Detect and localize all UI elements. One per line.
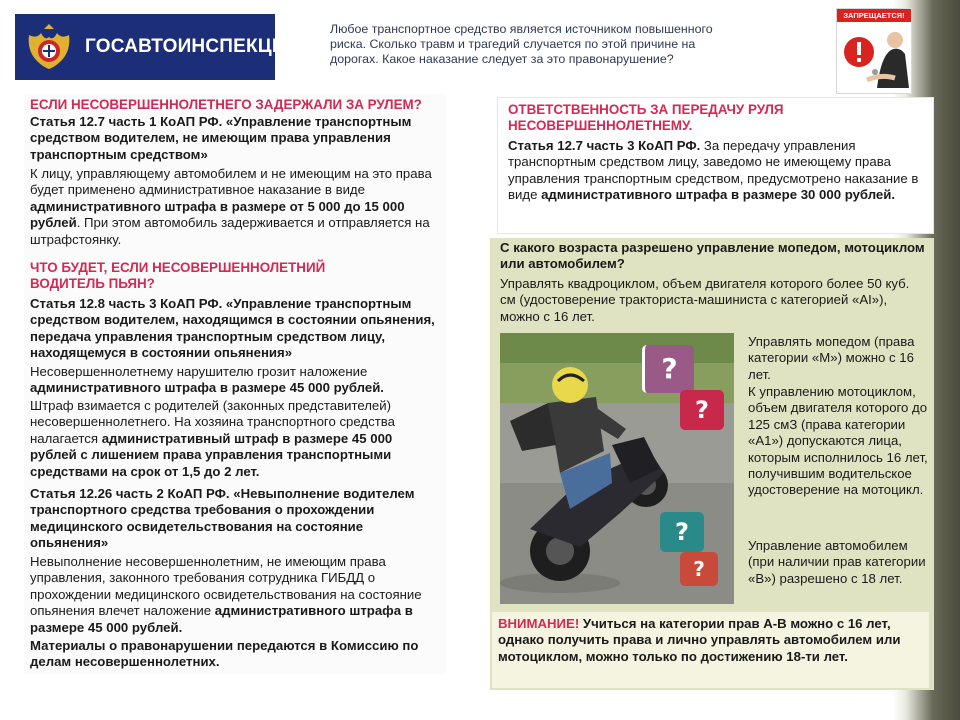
warning-label: ВНИМАНИЕ! — [498, 616, 580, 631]
heading-drunk-minor: ЧТО БУДЕТ, ЕСЛИ НЕСОВЕРШЕННОЛЕТНИЙ ВОДИТЕЛЬ ПЬЯН? — [30, 260, 326, 291]
question-bubble-teal-icon: ? — [660, 512, 704, 552]
left-panel — [24, 94, 446, 674]
logo-title: ГОСАВТОИНСПЕКЦИЯ — [85, 36, 300, 57]
question-bubble-orange-icon: ? — [680, 552, 718, 586]
article-12-7-1: Статья 12.7 часть 1 КоАП РФ. «Управление транспортным средством водителем, не имеющим права управления транспортным средством» — [30, 114, 412, 162]
article-12-8-3: Статья 12.8 часть 3 КоАП РФ. «Управление транспортным средством водителем, находящимся в состоянии опьянения, передача управления транспортным средством лицу, находящемуся в состоянии опьянения» — [30, 296, 435, 361]
forbidden-illustration — [836, 8, 912, 94]
question-bubble-purple-icon: ? — [642, 345, 694, 393]
paragraph-moped: Управлять мопедом (права категории «М») можно с 16 лет. — [748, 334, 915, 382]
paragraph-fine-5000: К лицу, управляющему автомобилем и не имеющим на это права будет применено административное наказание в виде административного штрафа в размере от 5 000 до 15 000 рублей. При этом автомобиль задерживается и отправляется на штрафстоянку. — [30, 166, 432, 247]
paragraph-commission: Материалы о правонарушении передаются в Комиссию по делам несовершеннолетних. — [30, 638, 419, 670]
warning-text: ВНИМАНИЕ! Учиться на категории прав А-В можно с 16 лет, однако получить права и лично управлять автомобилем или мотоциклом, можно только по достижению 18-ти лет. — [498, 616, 901, 664]
article-12-26-2: Статья 12.26 часть 2 КоАП РФ. «Невыполнение водителем транспортного средства требования о прохождении медицинского освидетельствования на состояние опьянения» — [30, 486, 415, 551]
question-bubble-red-icon: ? — [680, 390, 724, 430]
eagle-emblem-icon — [23, 21, 75, 73]
warning-panel — [492, 612, 929, 688]
paragraph-refusal-fine: Невыполнение несовершеннолетним, не имеющим права управления, законного требования сотрудника ГИБДД о прохождении медицинского освидетельствования на состояние опьянения влечет наложение административного штрафа в размере 45 000 рублей. — [30, 554, 422, 635]
child-with-keys-icon — [837, 22, 913, 94]
heading-detained-minor: ЕСЛИ НЕСОВЕРШЕННОЛЕТНЕГО ЗАДЕРЖАЛИ ЗА РУЛЕМ? — [30, 97, 422, 112]
responsibility-panel — [497, 97, 934, 234]
forbidden-label: ЗАПРЕЩАЕТСЯ! — [837, 9, 911, 22]
heading-age-question: С какого возраста разрешено управление мопедом, мотоциклом или автомобилем? — [500, 240, 925, 272]
paragraph-quadricycle: Управлять квадроциклом, объем двигателя которого более 50 куб. см (удостоверение тракториста-машиниста с категорией «AI»), можно с 16 лет. — [500, 276, 910, 324]
paragraph-owner-fine: Штраф взимается с родителей (законных представителей) несовершеннолетнего. На хозяина транспортного средства налагается административный штраф в размере 45 000 рублей с лишением права управления транспортными средствами на срок от 1,5 до 2 лет. — [30, 398, 395, 479]
paragraph-transfer-fine: Статья 12.7 часть 3 КоАП РФ. За передачу управления транспортным средством лицу, заведомо не имеющему права управления транспортным средством, предусмотрено наказание в виде административного штрафа в размере 30 000 рублей. — [508, 138, 919, 203]
paragraph-fine-45000: Несовершеннолетнему нарушителю грозит наложение административного штрафа в размере 45 000 рублей. — [30, 364, 384, 396]
paragraph-car: Управление автомобилем (при наличии прав категории «В») разрешено с 18 лет. — [748, 538, 926, 586]
heading-responsibility: ОТВЕТСТВЕННОСТЬ ЗА ПЕРЕДАЧУ РУЛЯ НЕСОВЕРШЕННОЛЕТНЕМУ. — [508, 102, 784, 133]
paragraph-motorcycle: К управлению мотоциклом, объем двигателя которого до 125 смЗ (права категории «А1») допускаются лица, которым исполнилось 16 лет, получившим водительское удостоверение на мотоцикл. — [748, 384, 928, 498]
intro-paragraph: Любое транспортное средство является источником повышенного риска. Сколько травм и трагедий случается по этой причине на дорогах. Какое наказание следует за это правонарушение? — [330, 22, 713, 66]
gosavtoinspekciya-logo — [15, 14, 300, 80]
